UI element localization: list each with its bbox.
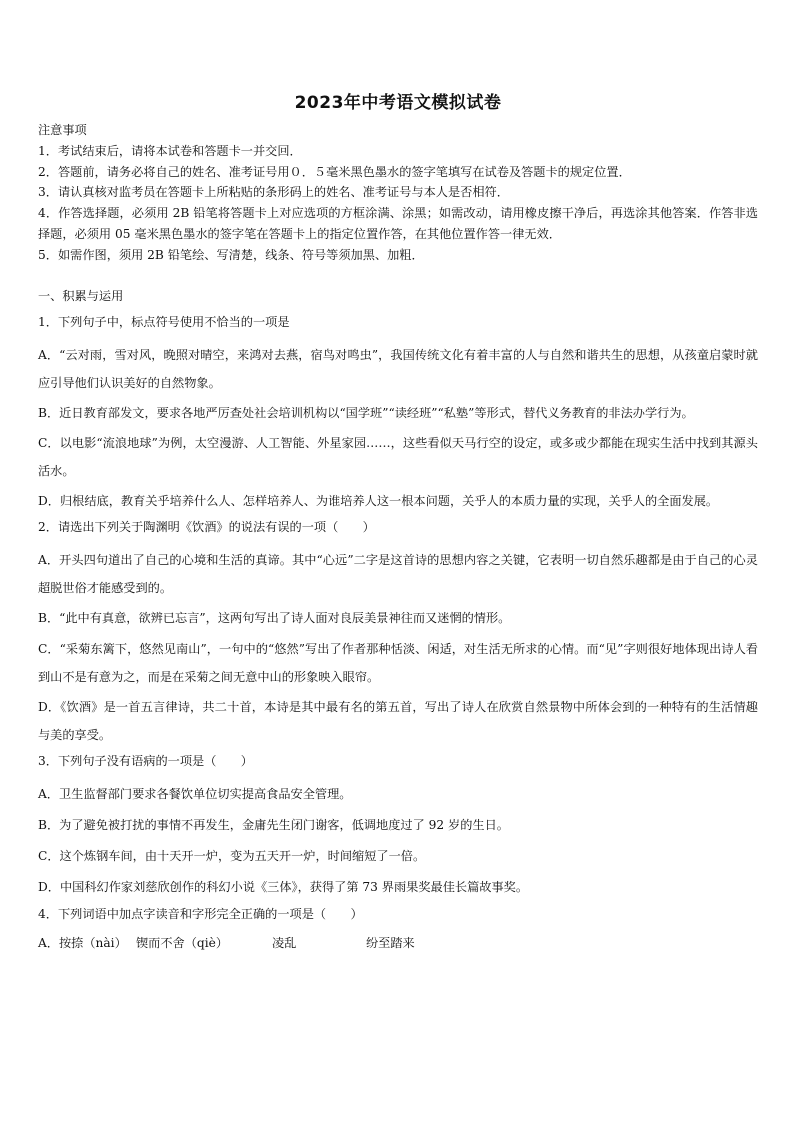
option-d: D．归根结底，教育关乎培养什么人、怎样培养人、为谁培养人这一根本问题，关乎人的本质力量的实现，关乎人的全面发展。 — [38, 494, 719, 508]
notice-item: 4．作答选择题，必须用 2B 铅笔将答题卡上对应选项的方框涂满、涂黑；如需改动，请用橡皮擦干净后，再选涂其他答案．作答非选择题，必须用 05 毫米黑色墨水的签字笔在答题卡上的指定位置作答，在其他位置作答一律无效． — [38, 206, 758, 241]
page-title: 2023年中考语文模拟试卷 — [294, 93, 502, 113]
option-a-item: 凌乱 — [272, 936, 297, 950]
option-a: A．卫生监督部门要求各餐饮单位切实提高食品安全管理。 — [38, 787, 352, 801]
question-stem: 1．下列句子中，标点符号使用不恰当的一项是 — [38, 315, 290, 329]
notice-item: 3．请认真核对监考员在答题卡上所粘贴的条形码上的姓名、准考证号与本人是否相符． — [38, 185, 509, 200]
notice-item: 2．答题前，请务必将自己的姓名、准考证号用０．５毫米黑色墨水的签字笔填写在试卷及答题卡的规定位置． — [38, 164, 631, 179]
option-c: C．这个炼钢车间，由十天开一炉，变为五天开一炉，时间缩短了一倍。 — [38, 849, 426, 863]
option-a-row — [38, 933, 758, 953]
question-body — [38, 286, 758, 953]
notice-item: 1．考试结束后，请将本试卷和答题卡一并交回． — [38, 143, 302, 158]
option-b: B．近日教育部发文，要求各地严厉查处社会培训机构以“国学班”“读经班”“私塾”等形式，替代义务教育的非法办学行为。 — [38, 406, 694, 420]
option-a: A．开头四句道出了自己的心境和生活的真谛。其中“心远”二字是这首诗的思想内容之关键，它表明一切自然乐趣都是由于自己的心灵超脱世俗才能感受到的。 — [38, 553, 758, 595]
option-b: B．为了避免被打扰的事情不再发生，金庸先生闭门谢客，低调地度过了 92 岁的生日。 — [38, 818, 509, 832]
option-d: D．《饮酒》是一首五言律诗，共二十首，本诗是其中最有名的第五首，写出了诗人在欣赏自然景物中所体会到的一种特有的生活情趣与美的享受。 — [38, 700, 758, 742]
section-heading: 一、积累与运用 — [38, 289, 124, 303]
notice-block — [38, 120, 758, 266]
option-a-item: 锲而不舍（qiè） — [136, 936, 229, 950]
option-a: A．“云对雨，雪对风，晚照对晴空，来鸿对去燕，宿鸟对鸣虫”，我国传统文化有着丰富的人与自然和谐共生的思想，从孩童启蒙时就应引导他们认识美好的自然物象。 — [38, 348, 758, 390]
question-stem: 2．请选出下列关于陶渊明《饮酒》的说法有误的一项（ ） — [38, 520, 375, 534]
option-b: B．“此中有真意，欲辨已忘言”，这两句写出了诗人面对良辰美景神往而又迷惘的情形。 — [38, 611, 511, 625]
option-d: D．中国科幻作家刘慈欣创作的科幻小说《三体》，获得了第 73 界雨果奖最佳长篇故事奖。 — [38, 880, 529, 894]
option-c: C．“采菊东篱下，悠然见南山”，一句中的“悠然”写出了作者那种恬淡、闲适，对生活无所求的心情。而“见”字则很好地体现出诗人看到山不是有意为之，而是在采菊之间无意中山的形象映入眼帘。 — [38, 642, 758, 684]
option-c: C．以电影“流浪地球”为例，太空漫游、人工智能、外星家园……，这些看似天马行空的设定，或多或少都能在现实生活中找到其源头活水。 — [38, 436, 758, 478]
notice-item: 5．如需作图，须用 2B 铅笔绘、写清楚，线条、符号等须加黑、加粗． — [38, 247, 424, 262]
question-stem: 3．下列句子没有语病的一项是（ ） — [38, 754, 253, 768]
question-stem: 4．下列词语中加点字读音和字形完全正确的一项是（ ） — [38, 907, 363, 921]
notice-heading: 注意事项 — [38, 123, 87, 137]
option-a-item: A．按捺（nài） — [38, 936, 127, 950]
option-a-item: 纷至踏来 — [366, 936, 415, 950]
